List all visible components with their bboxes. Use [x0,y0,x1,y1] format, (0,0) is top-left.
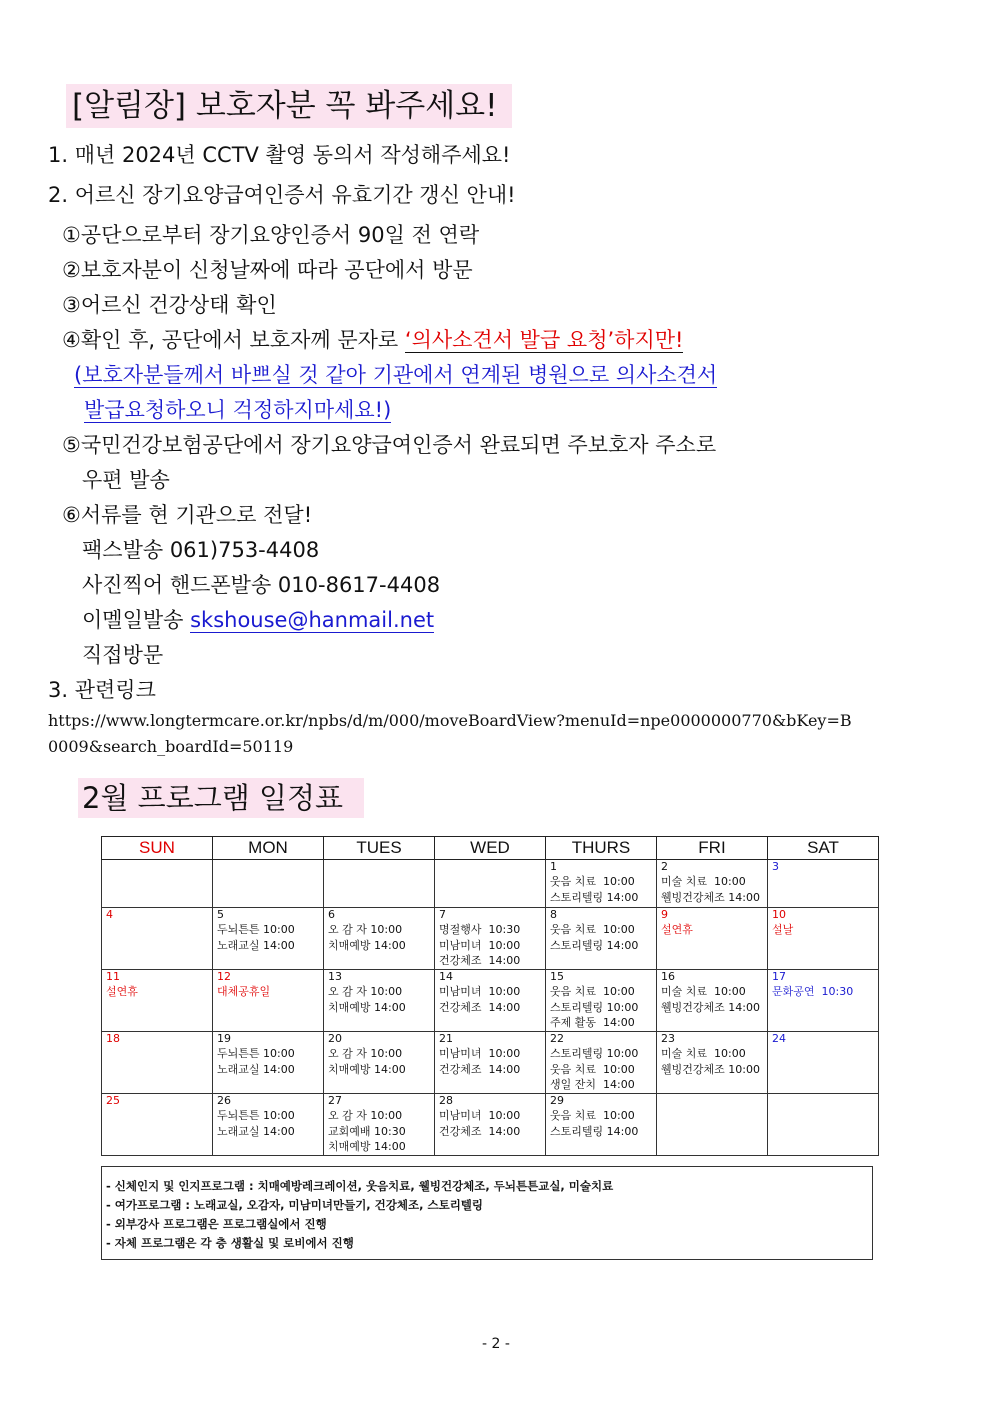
day-events: 오 감 자 10:00 치매예방 14:00 [328,923,406,952]
doctor-opinion-request-text: ‘의사소견서 발급 요청’하지만! [404,328,684,352]
day-number: 26 [217,1094,231,1107]
calendar-day-cell [213,908,324,970]
day-events: 미술 치료 10:00 웰빙건강체조 14:00 [661,875,760,904]
day-number: 2 [661,860,668,873]
renewal-step-4-note-line1 [74,360,717,390]
note-line2-text: 발급요청하오니 걱정하지마세요!) [84,398,392,422]
day-number: 19 [217,1032,231,1045]
day-events: 설날 [772,923,794,936]
calendar-day-cell [546,970,657,1032]
day-events: 오 감 자 10:00 치매예방 14:00 [328,1047,406,1076]
calendar-day-cell [324,860,435,908]
note-item: - 여가프로그램 : 노래교실, 오감자, 미남미녀만들기, 건강체조, 스토리텔링 [106,1198,484,1212]
day-number: 1 [550,860,557,873]
calendar-day-cell [768,970,879,1032]
day-number: 17 [772,970,786,983]
calendar-week-row [102,860,879,908]
day-number: 16 [661,970,675,983]
renewal-step-2: ②보호자분이 신청날짜에 따라 공단에서 방문 [62,258,473,282]
day-events: 미술 치료 10:00 웰빙건강체조 10:00 [661,1047,760,1076]
note-item: - 신체인지 및 인지프로그램 : 치매예방레크레이션, 웃음치료, 웰빙건강체조, 두뇌튼튼교실, 미술치료 [106,1179,614,1193]
day-header-sun: SUN [102,837,213,860]
day-events: 오 감 자 10:00 교회예배 10:30 치매예방 14:00 [328,1109,406,1153]
day-header-thurs: THURS [546,837,657,860]
day-events: 설연휴 [661,923,693,936]
calendar-day-cell [213,1032,324,1094]
day-header-sat: SAT [768,837,879,860]
calendar-day-cell [657,860,768,908]
day-number: 10 [772,908,786,921]
day-number: 23 [661,1032,675,1045]
day-events: 웃음 치료 10:00 스토리텔링 14:00 [550,875,639,904]
calendar-day-cell [102,860,213,908]
calendar-day-cell [768,908,879,970]
day-number: 6 [328,908,335,921]
day-number: 14 [439,970,453,983]
day-events: 설연휴 [106,985,138,998]
calendar-day-cell [768,860,879,908]
calendar-day-cell [102,908,213,970]
day-number: 24 [772,1032,786,1045]
page-number: - 2 - [482,1336,510,1352]
day-events: 문화공연 10:30 [772,985,854,998]
day-events: 미남미녀 10:00 건강체조 14:00 [439,985,521,1014]
renewal-step-1: ①공단으로부터 장기요양인증서 90일 전 연락 [62,223,480,247]
calendar-day-cell [435,860,546,908]
email-label: 이멜일발송 [82,608,191,632]
day-number: 5 [217,908,224,921]
calendar-day-cell [102,1094,213,1156]
day-header-fri: FRI [657,837,768,860]
note-line1-text: (보호자분들께서 바쁘실 것 같아 기관에서 연계된 병원으로 의사소견서 [74,363,718,387]
note-item: - 자체 프로그램은 각 층 생활실 및 로비에서 진행 [106,1236,354,1250]
day-number: 28 [439,1094,453,1107]
renewal-step-5-line2: 우편 발송 [82,468,170,492]
day-header-mon: MON [213,837,324,860]
notice-item-cctv: 1. 매년 2024년 CCTV 촬영 동의서 작성해주세요! [48,143,511,167]
day-events: 두뇌튼튼 10:00 노래교실 14:00 [217,1109,295,1138]
calendar-day-cell [435,1094,546,1156]
note-item: - 외부강사 프로그램은 프로그램실에서 진행 [106,1217,327,1231]
calendar-day-cell [546,860,657,908]
calendar-day-cell [435,970,546,1032]
day-events: 미남미녀 10:00 건강체조 14:00 [439,1047,521,1076]
renewal-step-4 [62,325,683,355]
day-events: 두뇌튼튼 10:00 노래교실 14:00 [217,1047,295,1076]
calendar-header-row [102,837,879,860]
calendar-week-row [102,908,879,970]
day-number: 15 [550,970,564,983]
related-link-line1[interactable]: https://www.longtermcare.or.kr/npbs/d/m/000/moveBoardView?menuId=npe0000000770&bKey=B [48,711,852,730]
calendar-day-cell [546,908,657,970]
related-link-line2[interactable]: 0009&search_boardId=50119 [48,737,294,756]
email-info [82,605,434,635]
day-number: 21 [439,1032,453,1045]
day-number: 9 [661,908,668,921]
day-number: 22 [550,1032,564,1045]
calendar-day-cell [102,970,213,1032]
calendar-day-cell [435,1032,546,1094]
day-number: 4 [106,908,113,921]
day-number: 11 [106,970,120,983]
day-events: 미술 치료 10:00 웰빙건강체조 14:00 [661,985,760,1014]
renewal-step-3: ③어르신 건강상태 확인 [62,293,277,317]
calendar-day-cell [657,970,768,1032]
day-events: 대체공휴일 [217,985,271,998]
day-number: 13 [328,970,342,983]
day-number: 12 [217,970,231,983]
calendar-week-row [102,1032,879,1094]
day-events: 미남미녀 10:00 건강체조 14:00 [439,1109,521,1138]
calendar-week-row [102,1094,879,1156]
program-notes [101,1166,873,1260]
calendar-day-cell [768,1094,879,1156]
day-events: 웃음 치료 10:00 스토리텔링 14:00 [550,1109,639,1138]
calendar-day-cell [324,908,435,970]
day-number: 18 [106,1032,120,1045]
renewal-step-4-text: ④확인 후, 공단에서 보호자께 문자로 [62,328,405,352]
renewal-step-5-line1: ⑤국민건강보험공단에서 장기요양급여인증서 완료되면 주보호자 주소로 [62,433,717,457]
program-calendar [101,836,879,1156]
calendar-day-cell [102,1032,213,1094]
day-events: 오 감 자 10:00 치매예방 14:00 [328,985,406,1014]
day-events: 웃음 치료 10:00 스토리텔링 10:00 주제 활동 14:00 [550,985,639,1029]
email-link[interactable]: skshouse@hanmail.net [190,608,435,632]
day-number: 7 [439,908,446,921]
fax-info: 팩스발송 061)753-4408 [82,538,320,562]
day-header-wed: WED [435,837,546,860]
day-number: 27 [328,1094,342,1107]
notice-title: [알림장] 보호자분 꼭 봐주세요! [66,84,512,128]
calendar-day-cell [435,908,546,970]
calendar-day-cell [324,1094,435,1156]
day-number: 8 [550,908,557,921]
calendar-week-row [102,970,879,1032]
calendar-day-cell [657,1032,768,1094]
day-number: 29 [550,1094,564,1107]
phone-info: 사진찍어 핸드폰발송 010-8617-4408 [82,573,441,597]
calendar-day-cell [213,860,324,908]
calendar-day-cell [213,1094,324,1156]
calendar-day-cell [657,908,768,970]
day-header-tues: TUES [324,837,435,860]
calendar-day-cell [324,970,435,1032]
day-events: 웃음 치료 10:00 스토리텔링 14:00 [550,923,639,952]
renewal-step-4-note-line2 [84,395,391,425]
renewal-step-6: ⑥서류를 현 기관으로 전달! [62,503,313,527]
calendar-day-cell [213,970,324,1032]
notice-item-renewal: 2. 어르신 장기요양급여인증서 유효기간 갱신 안내! [48,183,516,207]
day-events: 두뇌튼튼 10:00 노래교실 14:00 [217,923,295,952]
day-number: 3 [772,860,779,873]
day-events: 명절행사 10:30 미남미녀 10:00 건강체조 14:00 [439,923,521,967]
calendar-day-cell [657,1094,768,1156]
day-events: 스토리텔링 10:00 웃음 치료 10:00 생일 잔치 14:00 [550,1047,639,1091]
schedule-title: 2월 프로그램 일정표 [78,778,364,818]
notice-item-links: 3. 관련링크 [48,678,156,702]
calendar-day-cell [546,1032,657,1094]
day-number: 20 [328,1032,342,1045]
visit-info: 직접방문 [82,643,164,667]
calendar-day-cell [546,1094,657,1156]
calendar-day-cell [768,1032,879,1094]
day-number: 25 [106,1094,120,1107]
calendar-day-cell [324,1032,435,1094]
